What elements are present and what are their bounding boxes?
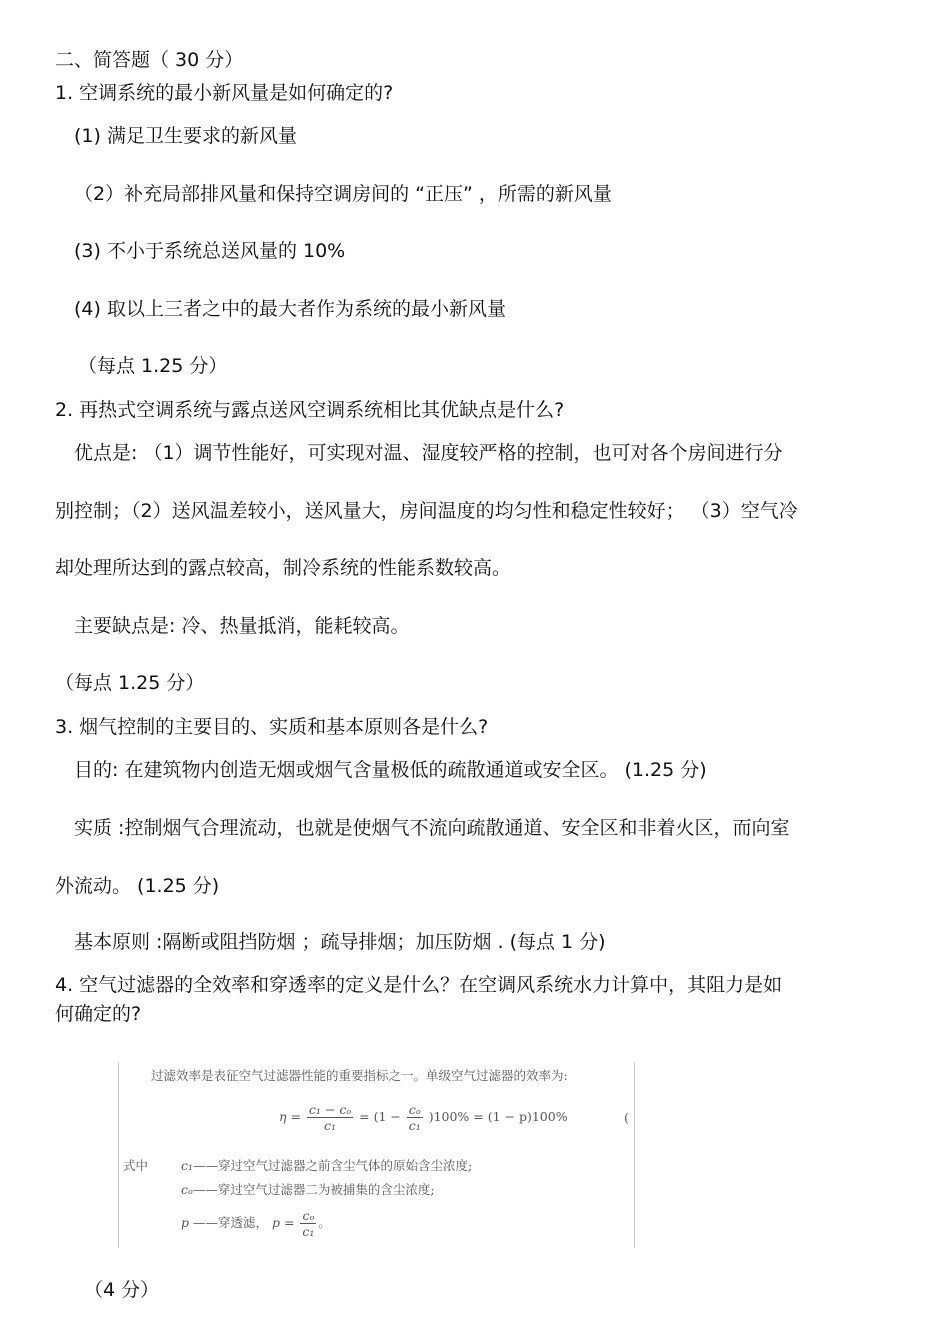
- text-line: 基本原则 :隔断或阻挡防烟 ；疏导排烟；加压防烟 . (每点 1 分): [74, 931, 606, 953]
- definition-p: p ——穿透滤， p = $\frac{\text{cₒ}}{\text{c₁}}$ 。: [181, 1208, 331, 1239]
- inset-intro: 过滤效率是表征空气过滤器性能的重要指标之一。单级空气过滤器的效率为:: [151, 1068, 568, 1083]
- text-line: （4 分）: [84, 1279, 160, 1301]
- text-line: 二、简答题（ 30 分）: [55, 49, 244, 71]
- text-line: 外流动。 (1.25 分): [55, 875, 220, 897]
- fraction-1: $\frac{\text{c₁ − cₒ}}{\text{c₁}}$: [308, 1102, 352, 1133]
- text-line: 实质 :控制烟气合理流动，也就是使烟气不流向疏散通道、安全区和非着火区，而向室: [74, 817, 790, 839]
- text-line: (3) 不小于系统总送风量的 10%: [74, 240, 346, 262]
- text-line: 何确定的?: [55, 1003, 142, 1025]
- text-line: （每点 1.25 分）: [55, 672, 205, 694]
- text-line: (1) 满足卫生要求的新风量: [74, 125, 297, 147]
- formula-image: [118, 1062, 635, 1248]
- text-line: 1. 空调系统的最小新风量是如何确定的?: [55, 82, 394, 104]
- text-line: 别控制；（2）送风温差较小，送风量大，房间温度的均匀性和稳定性较好； （3）空气冷: [55, 500, 798, 522]
- text-line: 2. 再热式空调系统与露点送风空调系统相比其优缺点是什么?: [55, 399, 565, 421]
- text-line: 目的: 在建筑物内创造无烟或烟气含量极低的疏散通道或安全区。 (1.25 分): [74, 759, 707, 781]
- definition-co: cₒ——穿过空气过滤器二为被捕集的含尘浓度;: [181, 1182, 435, 1197]
- text-line: 优点是: （1）调节性能好，可实现对温、湿度较严格的控制，也可对各个房间进行分: [74, 442, 783, 464]
- text-line: 却处理所达到的露点较高，制冷系统的性能系数较高。: [55, 557, 512, 579]
- text-line: 3. 烟气控制的主要目的、实质和基本原则各是什么?: [55, 716, 489, 738]
- text-line: （2）补充局部排风量和保持空调房间的 “正压” ，所需的新风量: [74, 183, 612, 205]
- text-line: (4) 取以上三者之中的最大者作为系统的最小新风量: [74, 298, 506, 320]
- where-label: 式中: [123, 1158, 149, 1173]
- eta-symbol: η =: [279, 1109, 301, 1124]
- text-line: 主要缺点是: 冷、热量抵消，能耗较高。: [74, 615, 410, 637]
- efficiency-formula: η = $\frac{\text{c₁ − cₒ}}{\text{c₁}}$ = (1 − $\frac{\text{cₒ}}{\text{c₁}}$ )100% = (1 − p)100%: [279, 1102, 568, 1133]
- text-line: 4. 空气过滤器的全效率和穿透率的定义是什么？在空调风系统水力计算中，其阻力是如: [55, 974, 783, 996]
- definition-c1: c₁——穿过空气过滤器之前含尘气体的原始含尘浓度;: [181, 1158, 473, 1173]
- fraction-2: $\frac{\text{cₒ}}{\text{c₁}}$: [408, 1102, 421, 1133]
- fraction-3: $\frac{\text{cₒ}}{\text{c₁}}$: [302, 1208, 315, 1239]
- eq-number-paren: (: [624, 1110, 629, 1125]
- text-line: （每点 1.25 分）: [78, 355, 228, 377]
